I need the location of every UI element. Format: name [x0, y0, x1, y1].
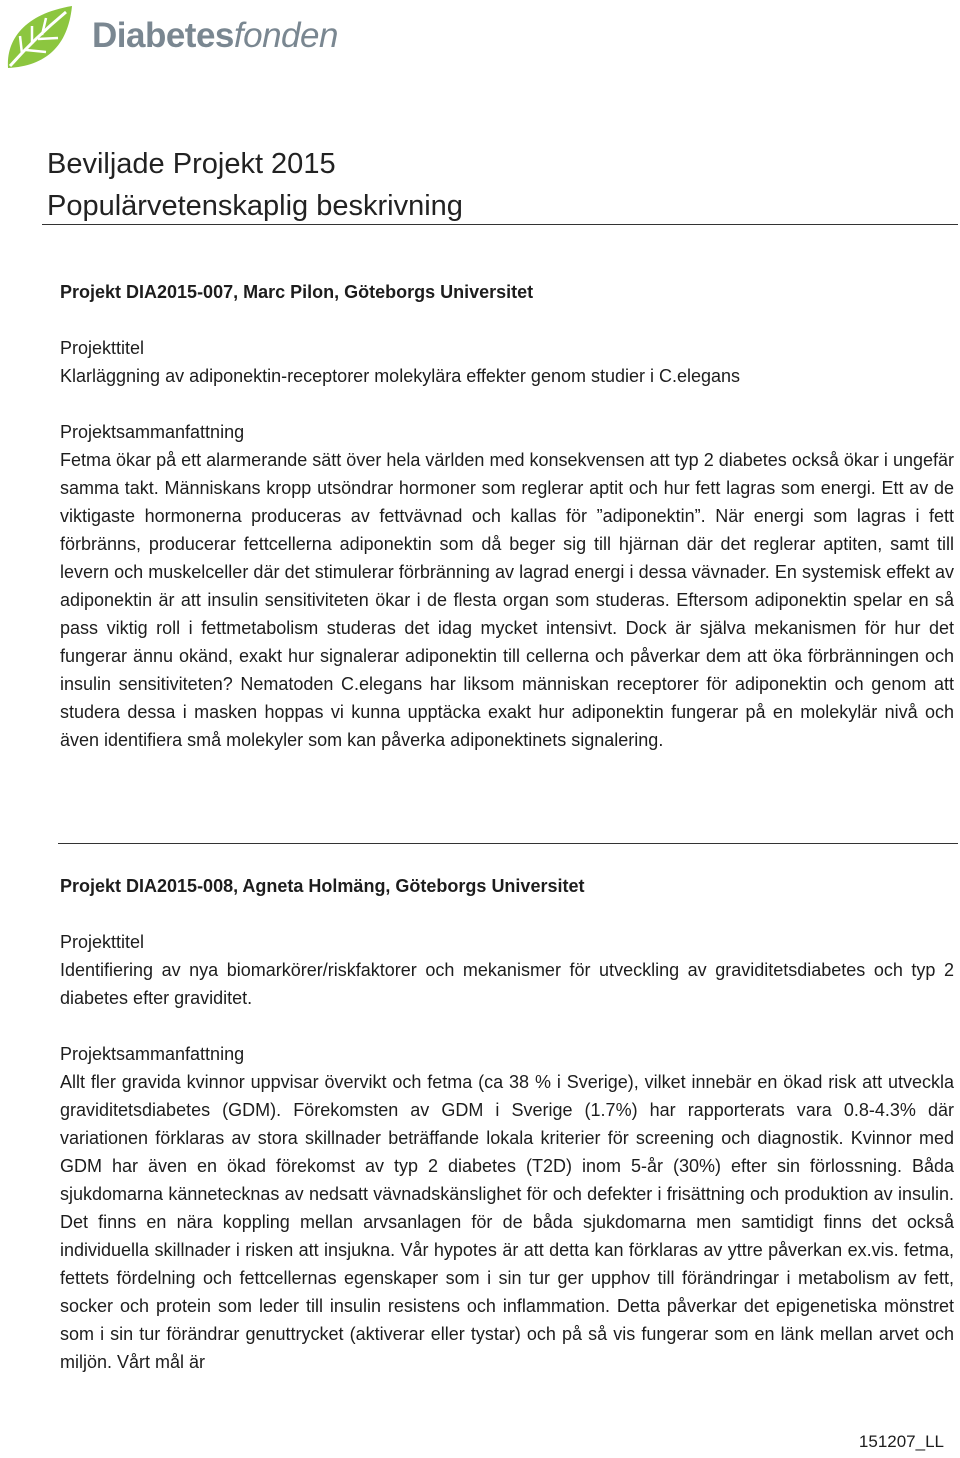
brand-logo: [0, 0, 360, 80]
brand-name-part2: fonden: [233, 16, 338, 55]
footer-code: 151207_LL: [858, 1432, 944, 1451]
page-title: [47, 143, 463, 227]
project-summary-text: Fetma ökar på ett alarmerande sätt över hela världen med konsekvensen att typ 2 diabetes också ökar i ungefär samma takt. Människans kropp utsöndrar hormoner som reglerar aptit och hur fett lagras som energi. Ett av de viktigaste hormonerna produceras av fettvävnad och kallas för ”adiponektin”. När energi som lagras i fett förbränns, producerar fettcellerna adiponektin som då beger sig till hjärnan där det reglerar aptiten, samt till levern och muskelceller där det stimulerar förbränning av lagrad energi i dessa vävnader. En systemisk effekt av adiponektin är att insulin sensitiviteten ökar i de flesta organ som studeras. Eftersom adiponektin spelar en så pass viktig roll i fettmetabolism studeras det idag mycket intensivt. Dock är själva mekanismen för hur det fungerar ännu okänd, exakt hur signalerar adiponektin till cellerna och påverkar dem att öka förbränningen och insulin sensitiviteten? Nematoden C.elegans har liksom människan receptorer för adiponektin och genom att studera dessa i masken hoppas vi kunna upptäcka exakt hur adiponektin fungerar på en molekylär nivå och även identifiera små molekyler som kan påverka adiponektinets signalering.: [60, 450, 954, 750]
project-title-label: Projekttitel: [60, 932, 145, 952]
title-line-2: Populärvetenskaplig beskrivning: [47, 190, 463, 222]
section-divider: [58, 843, 958, 844]
project-summary-label: Projektsammanfattning: [60, 422, 245, 442]
project-heading: Projekt DIA2015-008, Agneta Holmäng, Göteborgs Universitet: [60, 876, 585, 896]
leaf-icon: [2, 2, 82, 74]
project-title-label: Projekttitel: [60, 338, 145, 358]
brand-name-part1: Diabetes: [92, 16, 234, 55]
project-summary-text: Allt fler gravida kvinnor uppvisar övervikt och fetma (ca 38 % i Sverige), vilket innebär en ökad risk att utveckla graviditetsdiabetes (GDM). Förekomsten av GDM i Sverige (1.7%) har rapporterats vara 0.8-4.3% där variationen förklaras av stora skillnader beträffande lokala kriterier för screening och diagnostik. Kvinnor med GDM har även en ökad förekomst av typ 2 diabetes (T2D) inom 5-år (30%) efter sin förlossning. Båda sjukdomarna kännetecknas av nedsatt vävnadskänslighet för och defekter i frisättning och produktion av insulin. Det finns en nära koppling mellan arvsanlagen för de båda sjukdomarna men samtidigt finns det också individuella skillnader i risken att insjukna. Vår hypotes är att detta kan förklaras av yttre påverkan ex.vis. fetma, fettets fördelning och fettcellernas egenskaper som i sin tur ger upphov till förändringar i metabolism av fett, socker och protein som leder till insulin resistens och inflammation. Detta påverkar det epigenetiska mönstret som i sin tur förändrar genuttrycket (aktiverar eller tystar) och på så vis fungerar som en länk mellan arvet och miljön. Vårt mål är: [60, 1072, 954, 1372]
title-divider: [42, 224, 958, 225]
project-summary-label: Projektsammanfattning: [60, 1044, 245, 1064]
project-section-1: [60, 278, 954, 754]
project-title-text: Identifiering av nya biomarkörer/riskfaktorer och mekanismer för utveckling av graviditetsdiabetes och typ 2 diabetes efter graviditet.: [60, 960, 954, 1008]
title-line-1: Beviljade Projekt 2015: [47, 148, 336, 180]
brand-name: [92, 16, 338, 56]
project-title-text: Klarläggning av adiponektin-receptorer molekylära effekter genom studier i C.elegans: [60, 366, 741, 386]
project-section-2: [60, 872, 954, 1376]
project-heading: Projekt DIA2015-007, Marc Pilon, Göteborgs Universitet: [60, 282, 534, 302]
